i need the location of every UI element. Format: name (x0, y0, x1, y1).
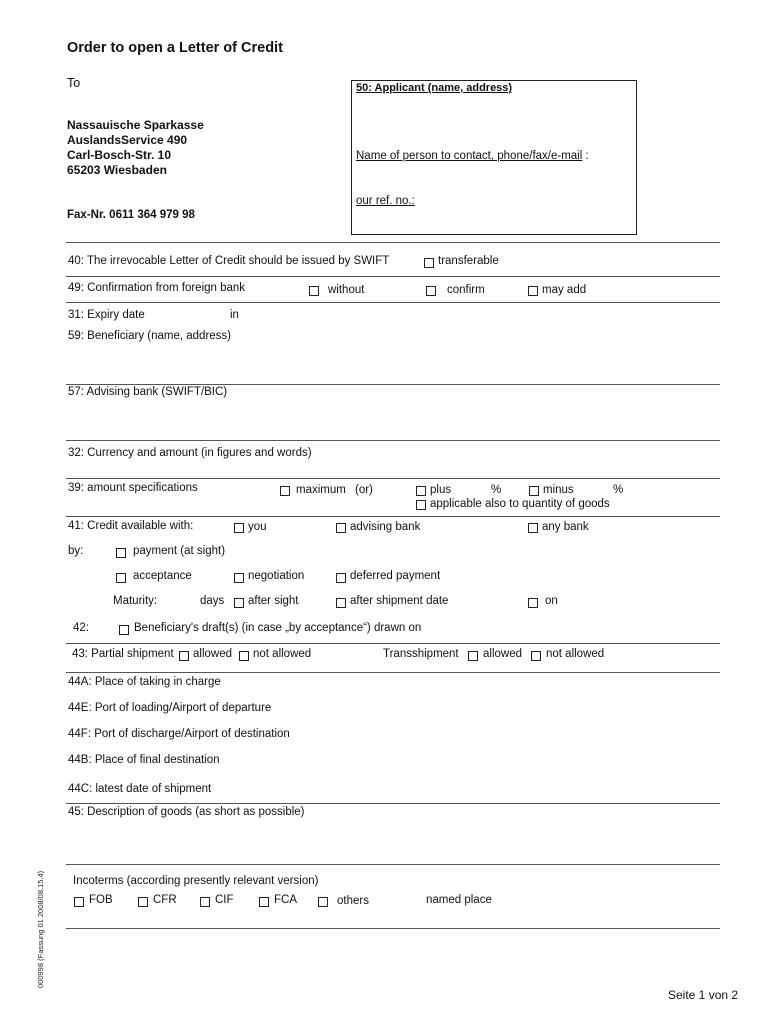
plus-checkbox[interactable] (416, 486, 426, 496)
bank-name: Nassauische Sparkasse (67, 118, 204, 132)
minus-checkbox[interactable] (529, 486, 539, 496)
our-ref-label: our ref. no.: (356, 195, 415, 207)
transferable-checkbox[interactable] (424, 258, 434, 268)
partial-allowed-checkbox[interactable] (179, 651, 189, 661)
to-label: To (67, 76, 81, 90)
cif-checkbox[interactable] (200, 897, 210, 907)
bank-street: Carl-Bosch-Str. 10 (67, 148, 172, 162)
on-label: on (545, 595, 558, 607)
without-checkbox[interactable] (309, 286, 319, 296)
partial-not-allowed-label: not allowed (253, 648, 312, 660)
negotiation-label: negotiation (248, 570, 305, 582)
partial-allowed-label: allowed (193, 648, 232, 660)
applicable-label: applicable also to quantity of goods (430, 498, 610, 510)
field-43-label: 43: Partial shipment (72, 648, 174, 660)
divider (66, 478, 720, 479)
field-57-label: 57: Advising bank (SWIFT/BIC) (68, 386, 228, 398)
trans-allowed-label: allowed (483, 648, 522, 660)
fca-checkbox[interactable] (259, 897, 269, 907)
deferred-payment-checkbox[interactable] (336, 573, 346, 583)
fob-label: FOB (89, 894, 113, 906)
confirm-label: confirm (447, 284, 485, 296)
divider (66, 440, 720, 441)
form-version-text: 000998 (Fassung 01 2008/08.15.4) (36, 870, 45, 988)
fca-label: FCA (274, 894, 297, 906)
field-59-label: 59: Beneficiary (name, address) (68, 330, 231, 342)
maximum-checkbox[interactable] (280, 486, 290, 496)
field-42-label: 42: (73, 622, 89, 634)
field-40-label: 40: The irrevocable Letter of Credit should be issued by SWIFT (68, 255, 390, 267)
cif-label: CIF (215, 894, 234, 906)
partial-not-allowed-checkbox[interactable] (239, 651, 249, 661)
field-32-label: 32: Currency and amount (in figures and words) (68, 447, 312, 459)
divider (66, 643, 720, 644)
field-39-label: 39: amount specifications (68, 482, 198, 494)
after-shipment-checkbox[interactable] (336, 598, 346, 608)
expiry-in-label: in (230, 309, 239, 321)
may-add-checkbox[interactable] (528, 286, 538, 296)
cfr-checkbox[interactable] (138, 897, 148, 907)
after-sight-checkbox[interactable] (234, 598, 244, 608)
applicable-checkbox[interactable] (416, 500, 426, 510)
field-44f-label: 44F: Port of discharge/Airport of destination (68, 728, 290, 740)
field-44a-label: 44A: Place of taking in charge (68, 676, 221, 688)
cfr-label: CFR (153, 894, 177, 906)
trans-not-allowed-checkbox[interactable] (531, 651, 541, 661)
negotiation-checkbox[interactable] (234, 573, 244, 583)
field-41-label: 41: Credit available with: (68, 520, 194, 532)
after-sight-label: after sight (248, 595, 299, 607)
by-label: by: (68, 545, 84, 557)
bank-department: AuslandsService 490 (67, 133, 188, 147)
transshipment-label: Transshipment (383, 648, 459, 660)
may-add-label: may add (542, 284, 587, 296)
or-label: (or) (355, 484, 373, 496)
days-label: days (200, 595, 225, 607)
drafts-checkbox[interactable] (119, 625, 129, 635)
field-44b-label: 44B: Place of final destination (68, 754, 220, 766)
field-49-label: 49: Confirmation from foreign bank (68, 282, 246, 294)
divider (66, 242, 720, 243)
field-44e-label: 44E: Port of loading/Airport of departure (68, 702, 272, 714)
divider (66, 864, 720, 865)
trans-not-allowed-label: not allowed (546, 648, 605, 660)
incoterms-label: Incoterms (according presently relevant version) (73, 875, 319, 887)
any-bank-checkbox[interactable] (528, 523, 538, 533)
others-label: others (337, 895, 369, 907)
payment-checkbox[interactable] (116, 548, 126, 558)
divider (66, 516, 720, 517)
plus-label: plus (430, 484, 452, 496)
acceptance-label: acceptance (133, 570, 192, 582)
payment-label: payment (at sight) (133, 545, 226, 557)
field-31-label: 31: Expiry date (68, 309, 145, 321)
named-place-label: named place (426, 894, 492, 906)
divider (66, 276, 720, 277)
field-44c-label: 44C: latest date of shipment (68, 783, 212, 795)
on-checkbox[interactable] (528, 598, 538, 608)
field-45-label: 45: Description of goods (as short as possible) (68, 806, 305, 818)
confirm-checkbox[interactable] (426, 286, 436, 296)
bank-city: 65203 Wiesbaden (67, 163, 167, 177)
minus-label: minus (543, 484, 574, 496)
acceptance-checkbox[interactable] (116, 573, 126, 583)
minus-percent-label: % (613, 484, 624, 496)
transferable-label: transferable (438, 255, 499, 267)
page-title: Order to open a Letter of Credit (67, 40, 283, 56)
maturity-label: Maturity: (113, 595, 158, 607)
others-checkbox[interactable] (318, 897, 328, 907)
advising-bank-checkbox[interactable] (336, 523, 346, 533)
divider (66, 803, 720, 804)
applicant-header: 50: Applicant (name, address) (356, 82, 513, 94)
advising-bank-label: advising bank (350, 521, 421, 533)
after-shipment-label: after shipment date (350, 595, 449, 607)
divider (66, 928, 720, 929)
without-label: without (328, 284, 365, 296)
plus-percent-label: % (491, 484, 502, 496)
divider (66, 302, 720, 303)
divider (66, 672, 720, 673)
bank-fax: Fax-Nr. 0611 364 979 98 (67, 209, 195, 221)
you-label: you (248, 521, 267, 533)
maximum-label: maximum (296, 484, 346, 496)
page-number: Seite 1 von 2 (668, 988, 739, 1002)
deferred-payment-label: deferred payment (350, 570, 441, 582)
divider (66, 384, 720, 385)
fob-checkbox[interactable] (74, 897, 84, 907)
any-bank-label: any bank (542, 521, 589, 533)
you-checkbox[interactable] (234, 523, 244, 533)
drafts-label: Beneficiary's draft(s) (in case „by acceptance“) drawn on (134, 622, 422, 634)
trans-allowed-checkbox[interactable] (468, 651, 478, 661)
contact-label: Name of person to contact, phone/fax/e-mail : (356, 150, 589, 162)
